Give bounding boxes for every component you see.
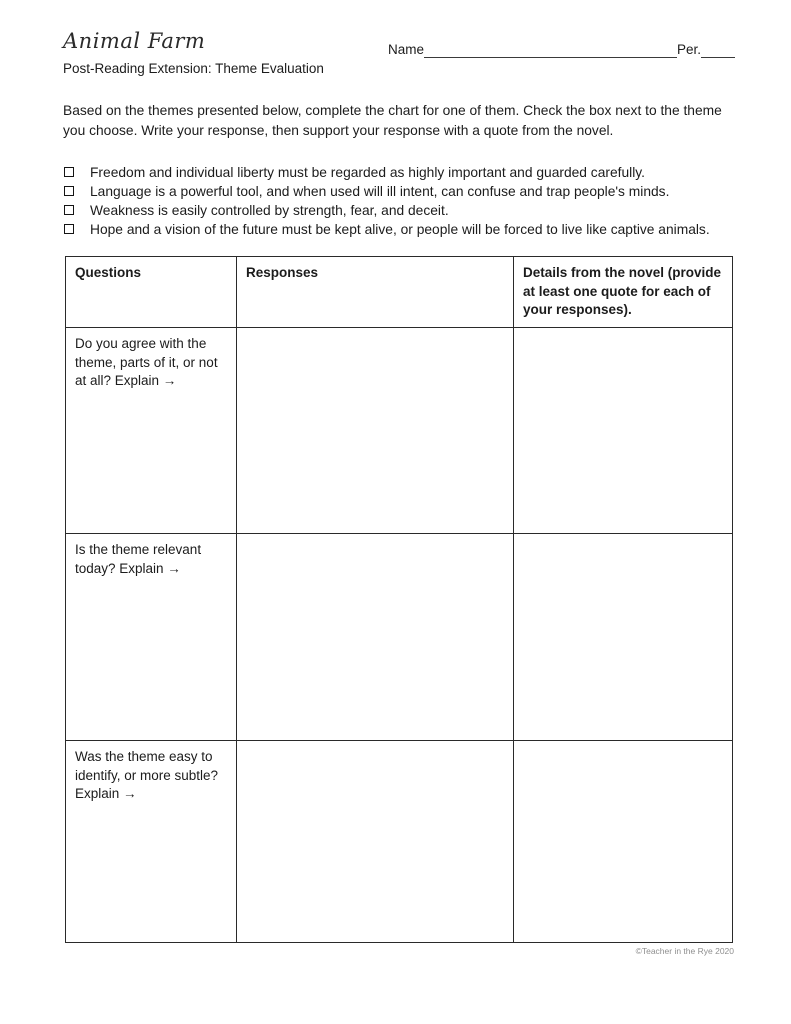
header-cell-responses: Responses [237, 257, 514, 328]
question-cell: Do you agree with the theme, parts of it, or not at all? Explain → [66, 327, 237, 533]
theme-label: Freedom and individual liberty must be regarded as highly important and guarded carefully. [90, 165, 645, 181]
worksheet-logo-title: Animal Farm [63, 29, 206, 53]
theme-checkbox[interactable] [64, 224, 74, 234]
table-row [66, 327, 733, 533]
table-header-row [66, 257, 733, 328]
table-row [66, 740, 733, 942]
name-field[interactable] [424, 42, 677, 58]
name-period-line [388, 42, 735, 58]
header-left [63, 30, 324, 76]
response-cell[interactable] [237, 740, 514, 942]
theme-checkbox[interactable] [64, 167, 74, 177]
table-row [66, 533, 733, 740]
details-cell[interactable] [514, 327, 733, 533]
theme-option [63, 201, 735, 220]
theme-label: Language is a powerful tool, and when used will ill intent, can confuse and trap people's minds. [90, 184, 670, 200]
theme-checkbox[interactable] [64, 186, 74, 196]
details-cell[interactable] [514, 533, 733, 740]
response-cell[interactable] [237, 533, 514, 740]
theme-checklist [63, 163, 735, 239]
theme-checkbox[interactable] [64, 205, 74, 215]
header-cell-questions: Questions [66, 257, 237, 328]
instructions-paragraph: Based on the themes presented below, complete the chart for one of them. Check the box next to the theme you choose. Write your response, then support your response with a quote from the novel. [63, 103, 722, 138]
period-label: Per. [676, 42, 701, 57]
question-cell: Is the theme relevant today? Explain → [66, 533, 237, 740]
theme-label: Hope and a vision of the future must be kept alive, or people will be forced to live like captive animals. [90, 222, 710, 238]
theme-option [63, 220, 735, 239]
theme-option [63, 163, 735, 182]
details-cell[interactable] [514, 740, 733, 942]
name-label: Name [388, 42, 425, 57]
period-field[interactable] [701, 42, 735, 58]
theme-option [63, 182, 735, 201]
theme-evaluation-table [65, 256, 733, 943]
header-cell-details: Details from the novel (provide at least one quote for each of your responses). [514, 257, 733, 328]
page-header [63, 30, 735, 76]
theme-label: Weakness is easily controlled by strength, fear, and deceit. [90, 203, 449, 219]
response-cell[interactable] [237, 327, 514, 533]
copyright-footer: ©Teacher in the Rye 2020 [635, 945, 734, 956]
question-cell: Was the theme easy to identify, or more subtle? Explain → [66, 740, 237, 942]
worksheet-subtitle: Post-Reading Extension: Theme Evaluation [63, 61, 324, 77]
